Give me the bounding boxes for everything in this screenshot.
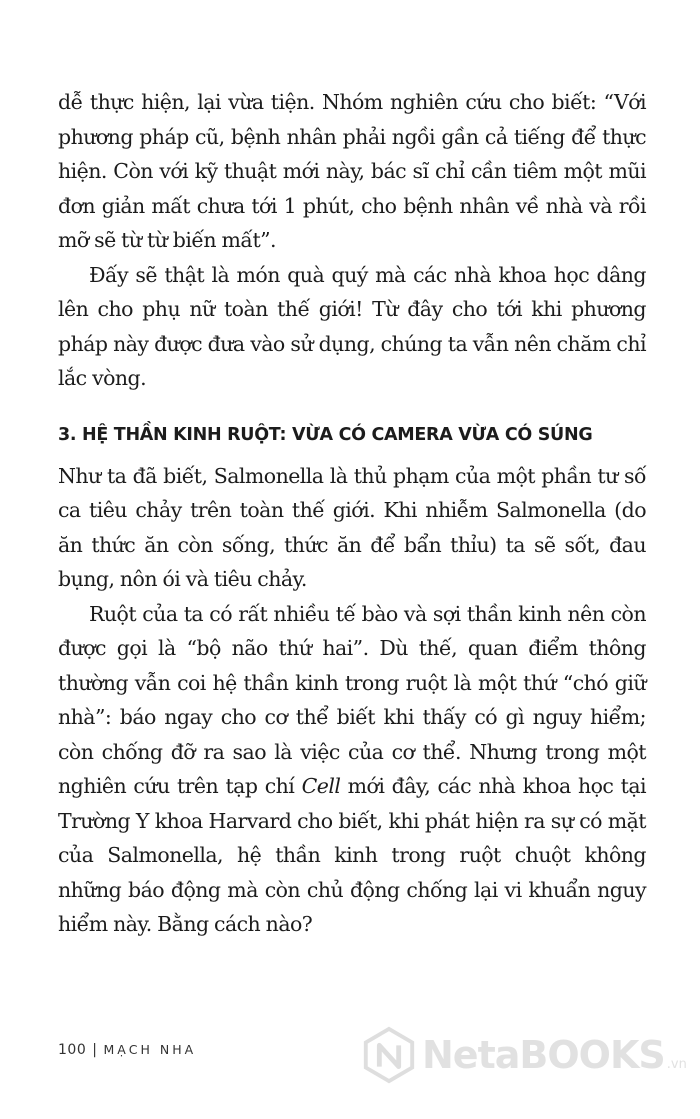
running-title: MẠCH NHA [103,1042,197,1057]
paragraph-1: dễ thực hiện, lại vừa tiện. Nhóm nghiên cứu cho biết: “Với phương pháp cũ, bệnh nhân phải ngồi gần cả tiếng để thực hiện. Còn với kỹ thuật mới này, bác sĩ chỉ cần tiêm một mũi đơn giản mất chưa tới 1 phút, cho bệnh nhân về nhà và rồi mỡ sẽ từ từ biến mất”. [58,90,646,252]
page-footer [58,1042,196,1058]
paragraph-4-text-after: mới đây, các nhà khoa học tại Trường Y khoa Harvard cho biết, khi phát hiện ra sự có mặt của Salmonella, hệ thần kinh trong ruột chuột không những báo động mà còn chủ động chống lại vi khuẩn nguy hiểm này. Bằng cách nào? [58,774,646,936]
paragraph-3: Như ta đã biết, Salmonella là thủ phạm của một phần tư số ca tiêu chảy trên toàn thế giới. Khi nhiễm Salmonella (do ăn thức ăn còn sống, thức ăn để bẩn thỉu) ta sẽ sốt, đau bụng, nôn ói và tiêu chảy. [58,463,646,591]
section-heading: 3. HỆ THẦN KINH RUỘT: VỪA CÓ CAMERA VỪA CÓ SÚNG [58,424,593,445]
paragraph-4 [58,597,646,942]
paragraph-2: Đấy sẽ thật là món quà quý mà các nhà khoa học dâng lên cho phụ nữ toàn thế giới! Từ đây cho tới khi phương pháp này được đưa vào sử dụng, chúng ta vẫn nên chăm chỉ lắc vòng. [58,262,646,390]
page-body [58,85,646,942]
netabooks-logo-icon [360,1026,418,1084]
watermark-suffix: .vn [666,1057,687,1072]
page-number: 100 [58,1042,87,1058]
journal-name: Cell [301,774,341,798]
paragraph-4-text-before: Ruột của ta có rất nhiều tế bào và sợi thần kinh nên còn được gọi là “bộ não thứ hai”. Dù thế, quan điểm thông thường vẫn coi hệ thần kinh trong ruột là một thứ “chó giữ nhà”: báo ngay cho cơ thể biết khi thấy có gì nguy hiểm; còn chống đỡ ra sao là việc của cơ thể. Nhưng trong một nghiên cứu trên tạp chí [58,601,646,798]
watermark-text: NetaBOOKS [422,1033,665,1077]
watermark [360,1020,687,1090]
footer-separator: | [92,1042,98,1058]
